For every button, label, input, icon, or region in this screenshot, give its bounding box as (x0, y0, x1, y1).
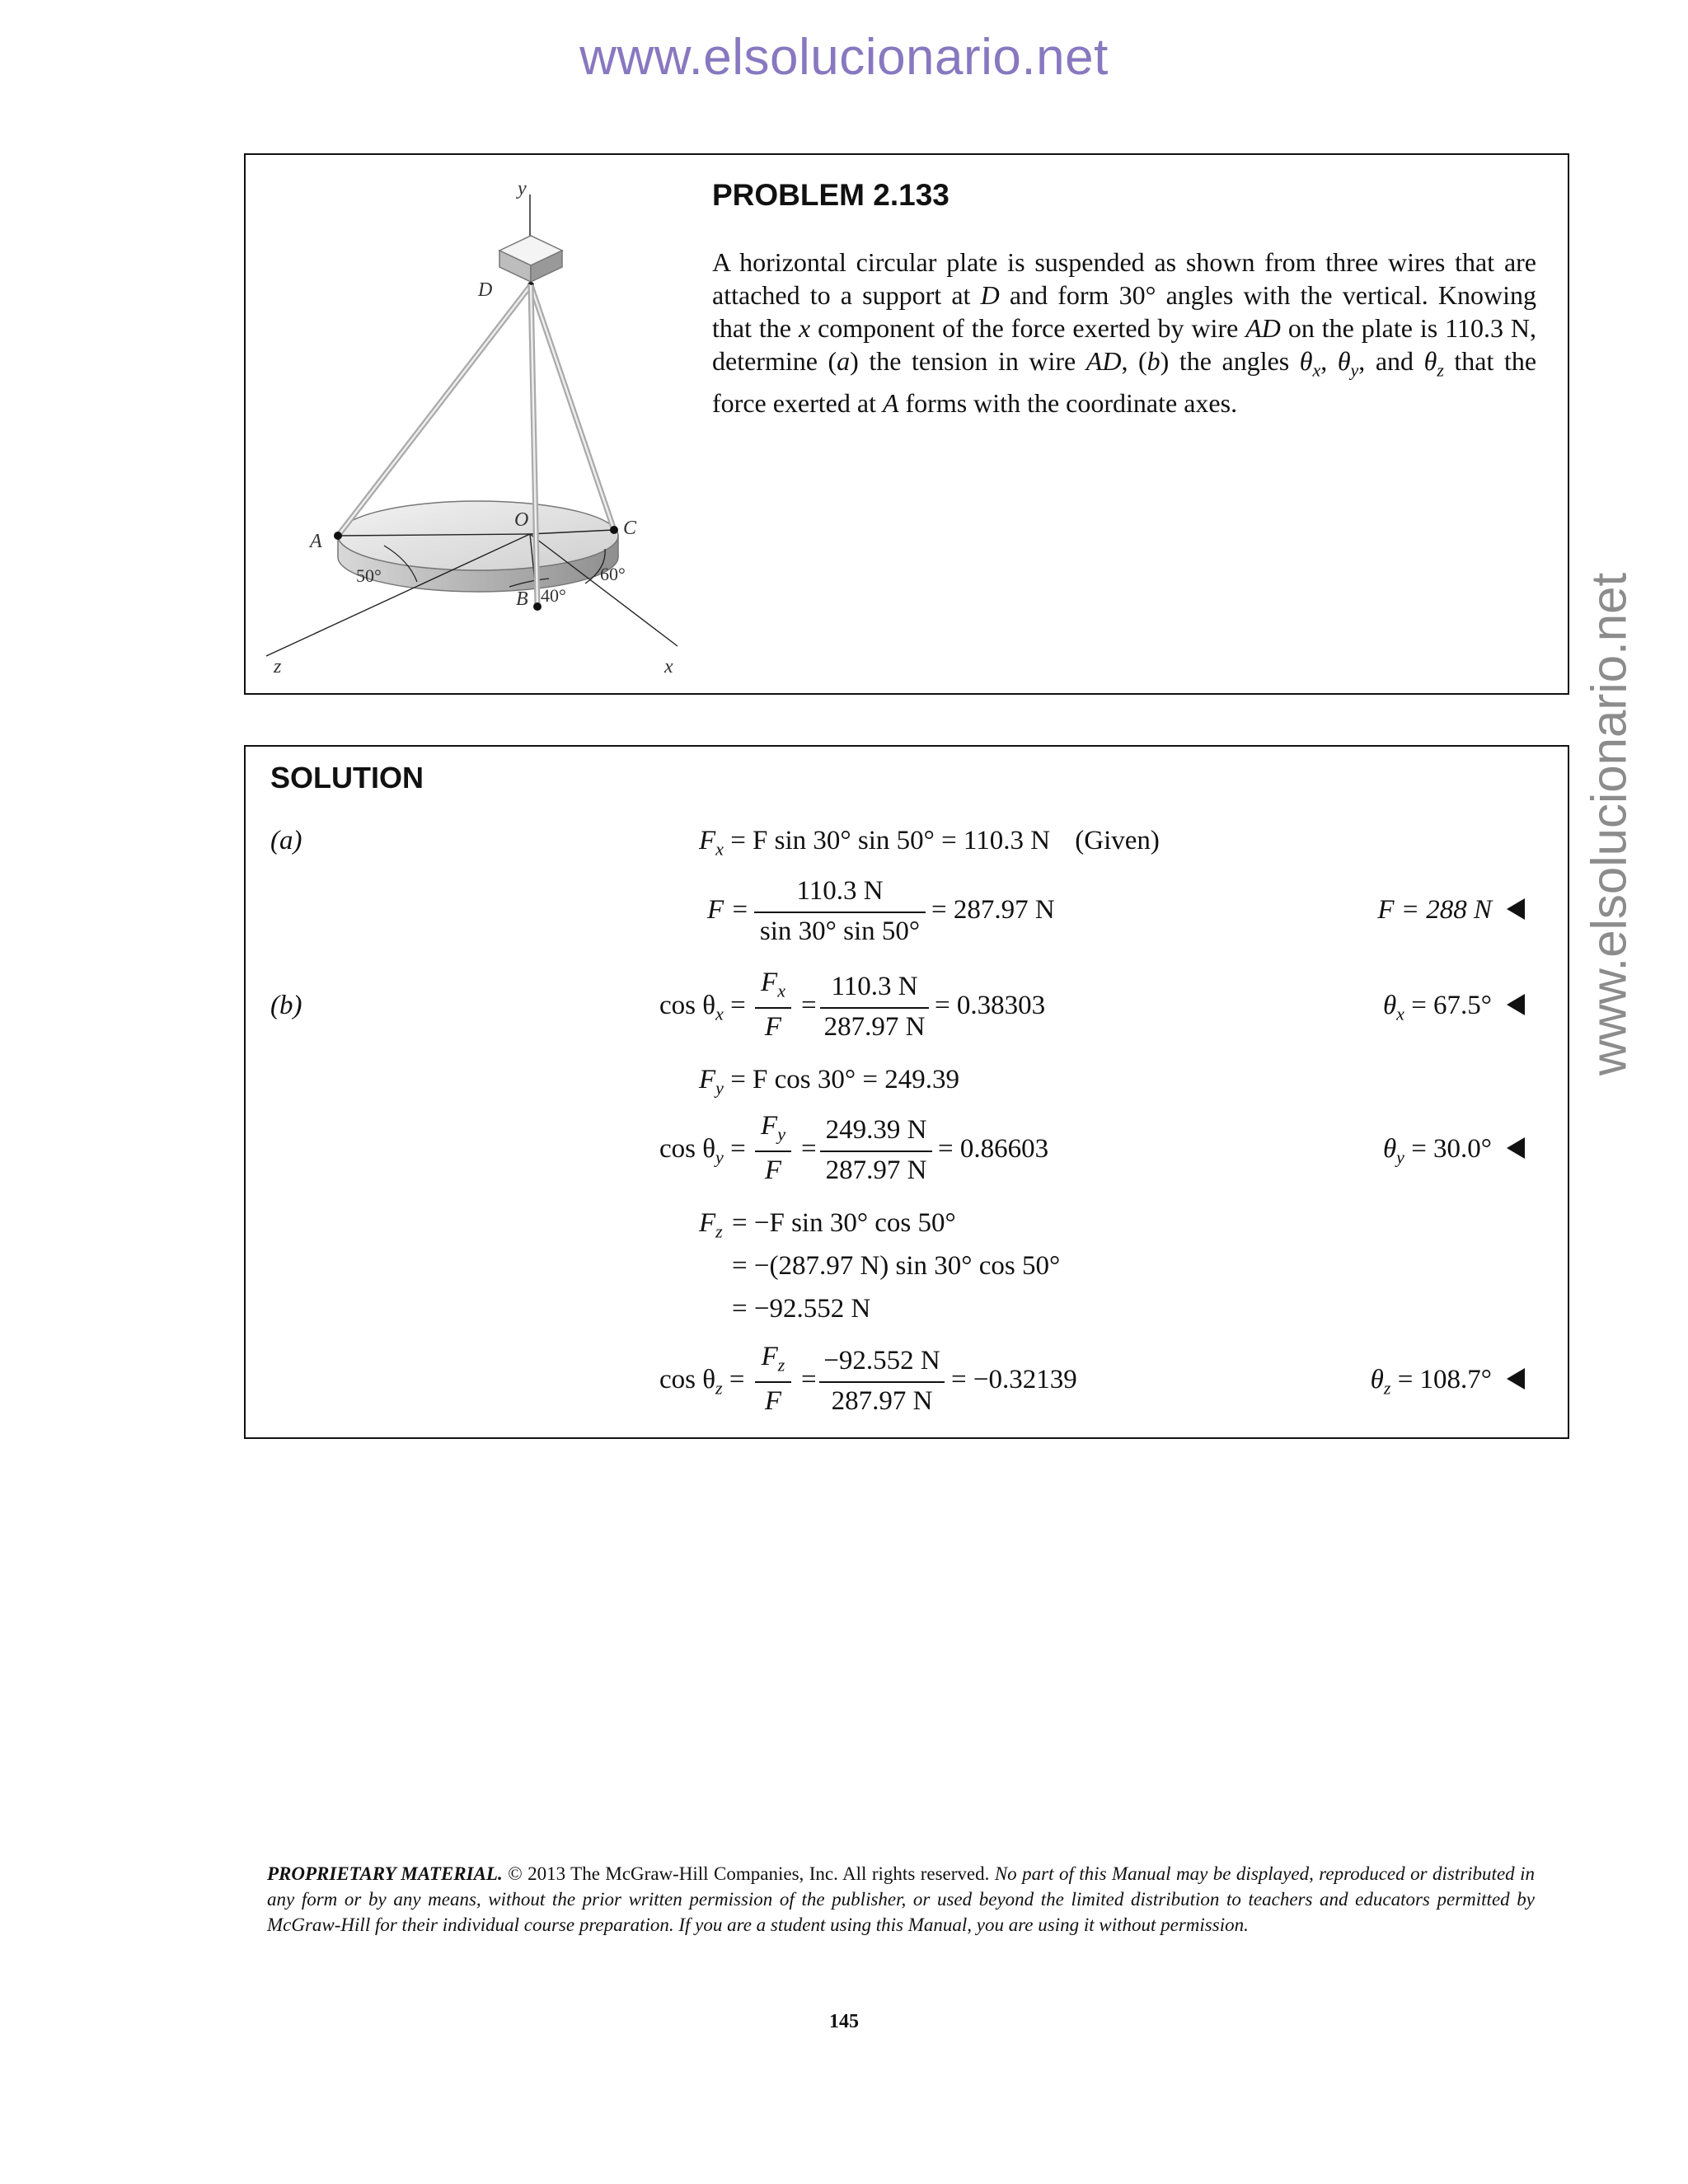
eq3-bar (820, 1007, 929, 1009)
label-O: O (514, 509, 529, 531)
text-part: θ (1299, 346, 1313, 376)
angle-60-label: 60° (600, 564, 626, 584)
text-part: , (1320, 346, 1338, 376)
label-z: z (274, 656, 282, 677)
eq5-ratio-bar (755, 1151, 791, 1152)
text-part: on the plate is 110.3 N, determine ( (712, 313, 1537, 376)
eq1-note: (Given) (1075, 826, 1160, 855)
eq5-bar (820, 1151, 932, 1152)
eq3-ratio-num (761, 968, 785, 1002)
eq7-ratio-num (762, 1342, 785, 1376)
eq1-lhs-sub: x (715, 838, 724, 860)
eq3-numerator: 110.3 N (831, 972, 918, 1001)
text-part: z (1437, 359, 1444, 381)
text-part: a (837, 346, 851, 376)
eq5-ratio-num-sub: y (777, 1124, 785, 1145)
eq1-lhs: F (699, 826, 716, 855)
text-part: A (882, 388, 899, 419)
answer-theta-y-value: = 30.0° (1411, 1134, 1492, 1164)
label-y: y (518, 178, 527, 199)
eq3-ratio-bar (755, 1007, 791, 1009)
answer-marker-icon (1507, 1137, 1525, 1159)
text-part: ) the angles (1160, 346, 1300, 376)
page-number: 145 (829, 2011, 859, 2032)
eq2-rhs: = 287.97 N (931, 895, 1055, 925)
text-part: component of the force exerted by wire (810, 313, 1246, 343)
text-part: D (980, 280, 1000, 310)
answer-theta-y-symbol: θ (1382, 1134, 1397, 1164)
part-a-label (270, 826, 302, 856)
problem-box (244, 153, 1569, 695)
support-block (499, 236, 562, 282)
eq6-line1: = −F sin 30° cos 50° (732, 1208, 956, 1238)
eq3-lhs: $\cos \theta_x$ = (659, 991, 746, 1024)
eq3-ratio-num-text: F (761, 968, 778, 998)
footer-normal: © 2013 The McGraw-Hill Companies, Inc. All rights reserved. (502, 1863, 995, 1884)
answer-theta-y-sub: y (1396, 1146, 1404, 1168)
eq2-numerator: 110.3 N (796, 876, 884, 906)
eq6-lhs-sub: z (715, 1221, 723, 1242)
eq5-numerator: 249.39 N (825, 1115, 927, 1145)
point-C (610, 526, 618, 534)
label-A: A (310, 531, 322, 552)
answer-marker-icon (1507, 1368, 1525, 1390)
answer-F (1377, 895, 1525, 926)
solution-box (244, 745, 1569, 1439)
eq6-line2: = −(287.97 N) sin 30° cos 50° (732, 1251, 1061, 1281)
eq7-ratio-den-text: F (764, 1386, 782, 1416)
watermark-top[interactable]: www.elsolucionario.net (579, 29, 1109, 86)
eq4-lhs-sub: y (715, 1077, 724, 1099)
eq3-equals: = (801, 991, 817, 1020)
text-part: that the force exerted at (712, 346, 1537, 419)
eq3-ratio-num-sub: x (777, 981, 785, 1001)
point-A (334, 532, 342, 540)
eq3-ratio-den (765, 1012, 781, 1043)
eq4-lhs: F (699, 1065, 716, 1094)
eq5-equals: = (801, 1134, 817, 1164)
text-part: ) the tension in wire (850, 346, 1086, 376)
eq5-ratio-den (765, 1155, 781, 1186)
text-part: AD (1245, 313, 1281, 343)
eq5-denominator: 287.97 N (825, 1155, 927, 1185)
text-part: θ (1337, 346, 1351, 376)
eq5-rhs: = 0.86603 (938, 1134, 1049, 1164)
copyright-footer (267, 1861, 1535, 1938)
eq7-ratio-num-text: F (761, 1342, 778, 1372)
problem-statement (712, 246, 1536, 419)
eq5-ratio-num-text: F (761, 1111, 778, 1141)
text-part: y (1350, 359, 1359, 381)
eq4-rhs: = F cos 30° = 249.39 (730, 1065, 959, 1094)
eq7-lhs-text: cos θ (659, 1365, 716, 1394)
eq5-lhs: $\cos \theta_y$ = (659, 1134, 746, 1168)
eq5-ratio-den-text: F (764, 1155, 782, 1185)
text-part: , ( (1121, 346, 1147, 376)
solution-title: SOLUTION (270, 761, 424, 794)
eq4 (699, 1065, 959, 1099)
eq6-lhs (699, 1208, 723, 1243)
eq2-lhs (707, 895, 749, 926)
label-C: C (623, 518, 637, 539)
eq5-lhs-sub: y (715, 1146, 724, 1168)
eq3-lhs-sub: x (715, 1003, 724, 1024)
footer-italic: No part of this Manual may be displayed, reproduced or distributed in any form or by any means, without the prior written permission of the publisher, or used beyond the limited distribution to teachers and educators permitted by McGraw-Hill for their individual course preparation. If you are a student using this Manual, you are using it without permission. (267, 1863, 1535, 1935)
eq2-bar (754, 912, 926, 913)
text-part: θ (1423, 346, 1437, 376)
watermark-side-text[interactable]: www.elsolucionario.net (1581, 572, 1637, 1076)
answer-theta-x-sub: x (1396, 1003, 1404, 1024)
answer-F-text: F = 288 N (1377, 895, 1492, 925)
eq5-lhs-text: cos θ (659, 1134, 716, 1164)
text-part: , and (1358, 346, 1424, 376)
eq6-lhs-text: F (699, 1208, 716, 1238)
text-part: x (798, 313, 811, 343)
eq3-ratio-den-text: F (764, 1012, 782, 1042)
eq6-line3: = −92.552 N (732, 1294, 871, 1324)
answer-theta-y (1383, 1134, 1525, 1169)
eq7-rhs: = −0.32139 (951, 1365, 1077, 1394)
text-part: AD (1085, 346, 1122, 376)
label-D: D (478, 279, 493, 301)
suspended-plate-figure (262, 162, 707, 681)
eq7-ratio-den (765, 1386, 781, 1417)
angle-50-label: 50° (356, 565, 382, 586)
problem-title: PROBLEM 2.133 (712, 178, 950, 212)
answer-marker-icon (1507, 898, 1525, 920)
eq7-ratio-num-sub: z (777, 1355, 785, 1376)
eq3-lhs-text: cos θ (659, 991, 716, 1020)
part-a-text: (a) (270, 826, 302, 855)
eq5-ratio-num (761, 1111, 785, 1146)
part-b-label (270, 991, 302, 1021)
eq1-rhs: = F sin 30° sin 50° = 110.3 N (730, 826, 1051, 855)
answer-theta-x-value: = 67.5° (1411, 991, 1492, 1020)
text-part: x (1312, 359, 1321, 381)
angle-40-label: 40° (541, 585, 566, 606)
eq7-lhs: $\cos \theta_z$ = (659, 1365, 745, 1399)
text-part: A horizontal circular plate is suspended as shown from three wires that are attached to a support at (712, 247, 1536, 310)
eq7-bar (819, 1381, 945, 1383)
eq7-numerator: −92.552 N (823, 1346, 940, 1376)
eq1 (699, 826, 1160, 860)
text-part: and form 30° angles with the vertical. Knowing that the (712, 280, 1537, 343)
answer-marker-icon (1507, 994, 1525, 1015)
eq3-denominator: 287.97 N (823, 1012, 926, 1042)
footer-bold: PROPRIETARY MATERIAL. (267, 1863, 503, 1884)
eq2-denominator: sin 30° sin 50° (759, 916, 921, 946)
eq7-lhs-sub: z (715, 1377, 723, 1399)
eq3-rhs: = 0.38303 (935, 991, 1046, 1020)
eq7-equals: = (801, 1365, 817, 1394)
eq7-ratio-bar (755, 1381, 791, 1383)
label-x: x (664, 656, 673, 677)
text-part: forms with the coordinate axes. (898, 388, 1238, 419)
answer-theta-x (1383, 991, 1525, 1025)
label-B: B (516, 588, 528, 610)
eq2-lhs-text: F = (707, 895, 749, 925)
answer-theta-z (1371, 1365, 1525, 1399)
part-b-text: (b) (270, 991, 302, 1020)
answer-theta-z-sub: z (1383, 1377, 1391, 1399)
answer-theta-x-symbol: θ (1382, 991, 1397, 1020)
text-part: b (1146, 346, 1160, 376)
answer-theta-z-value: = 108.7° (1397, 1365, 1492, 1394)
answer-theta-z-symbol: θ (1370, 1365, 1384, 1394)
eq7-denominator: 287.97 N (831, 1386, 933, 1416)
